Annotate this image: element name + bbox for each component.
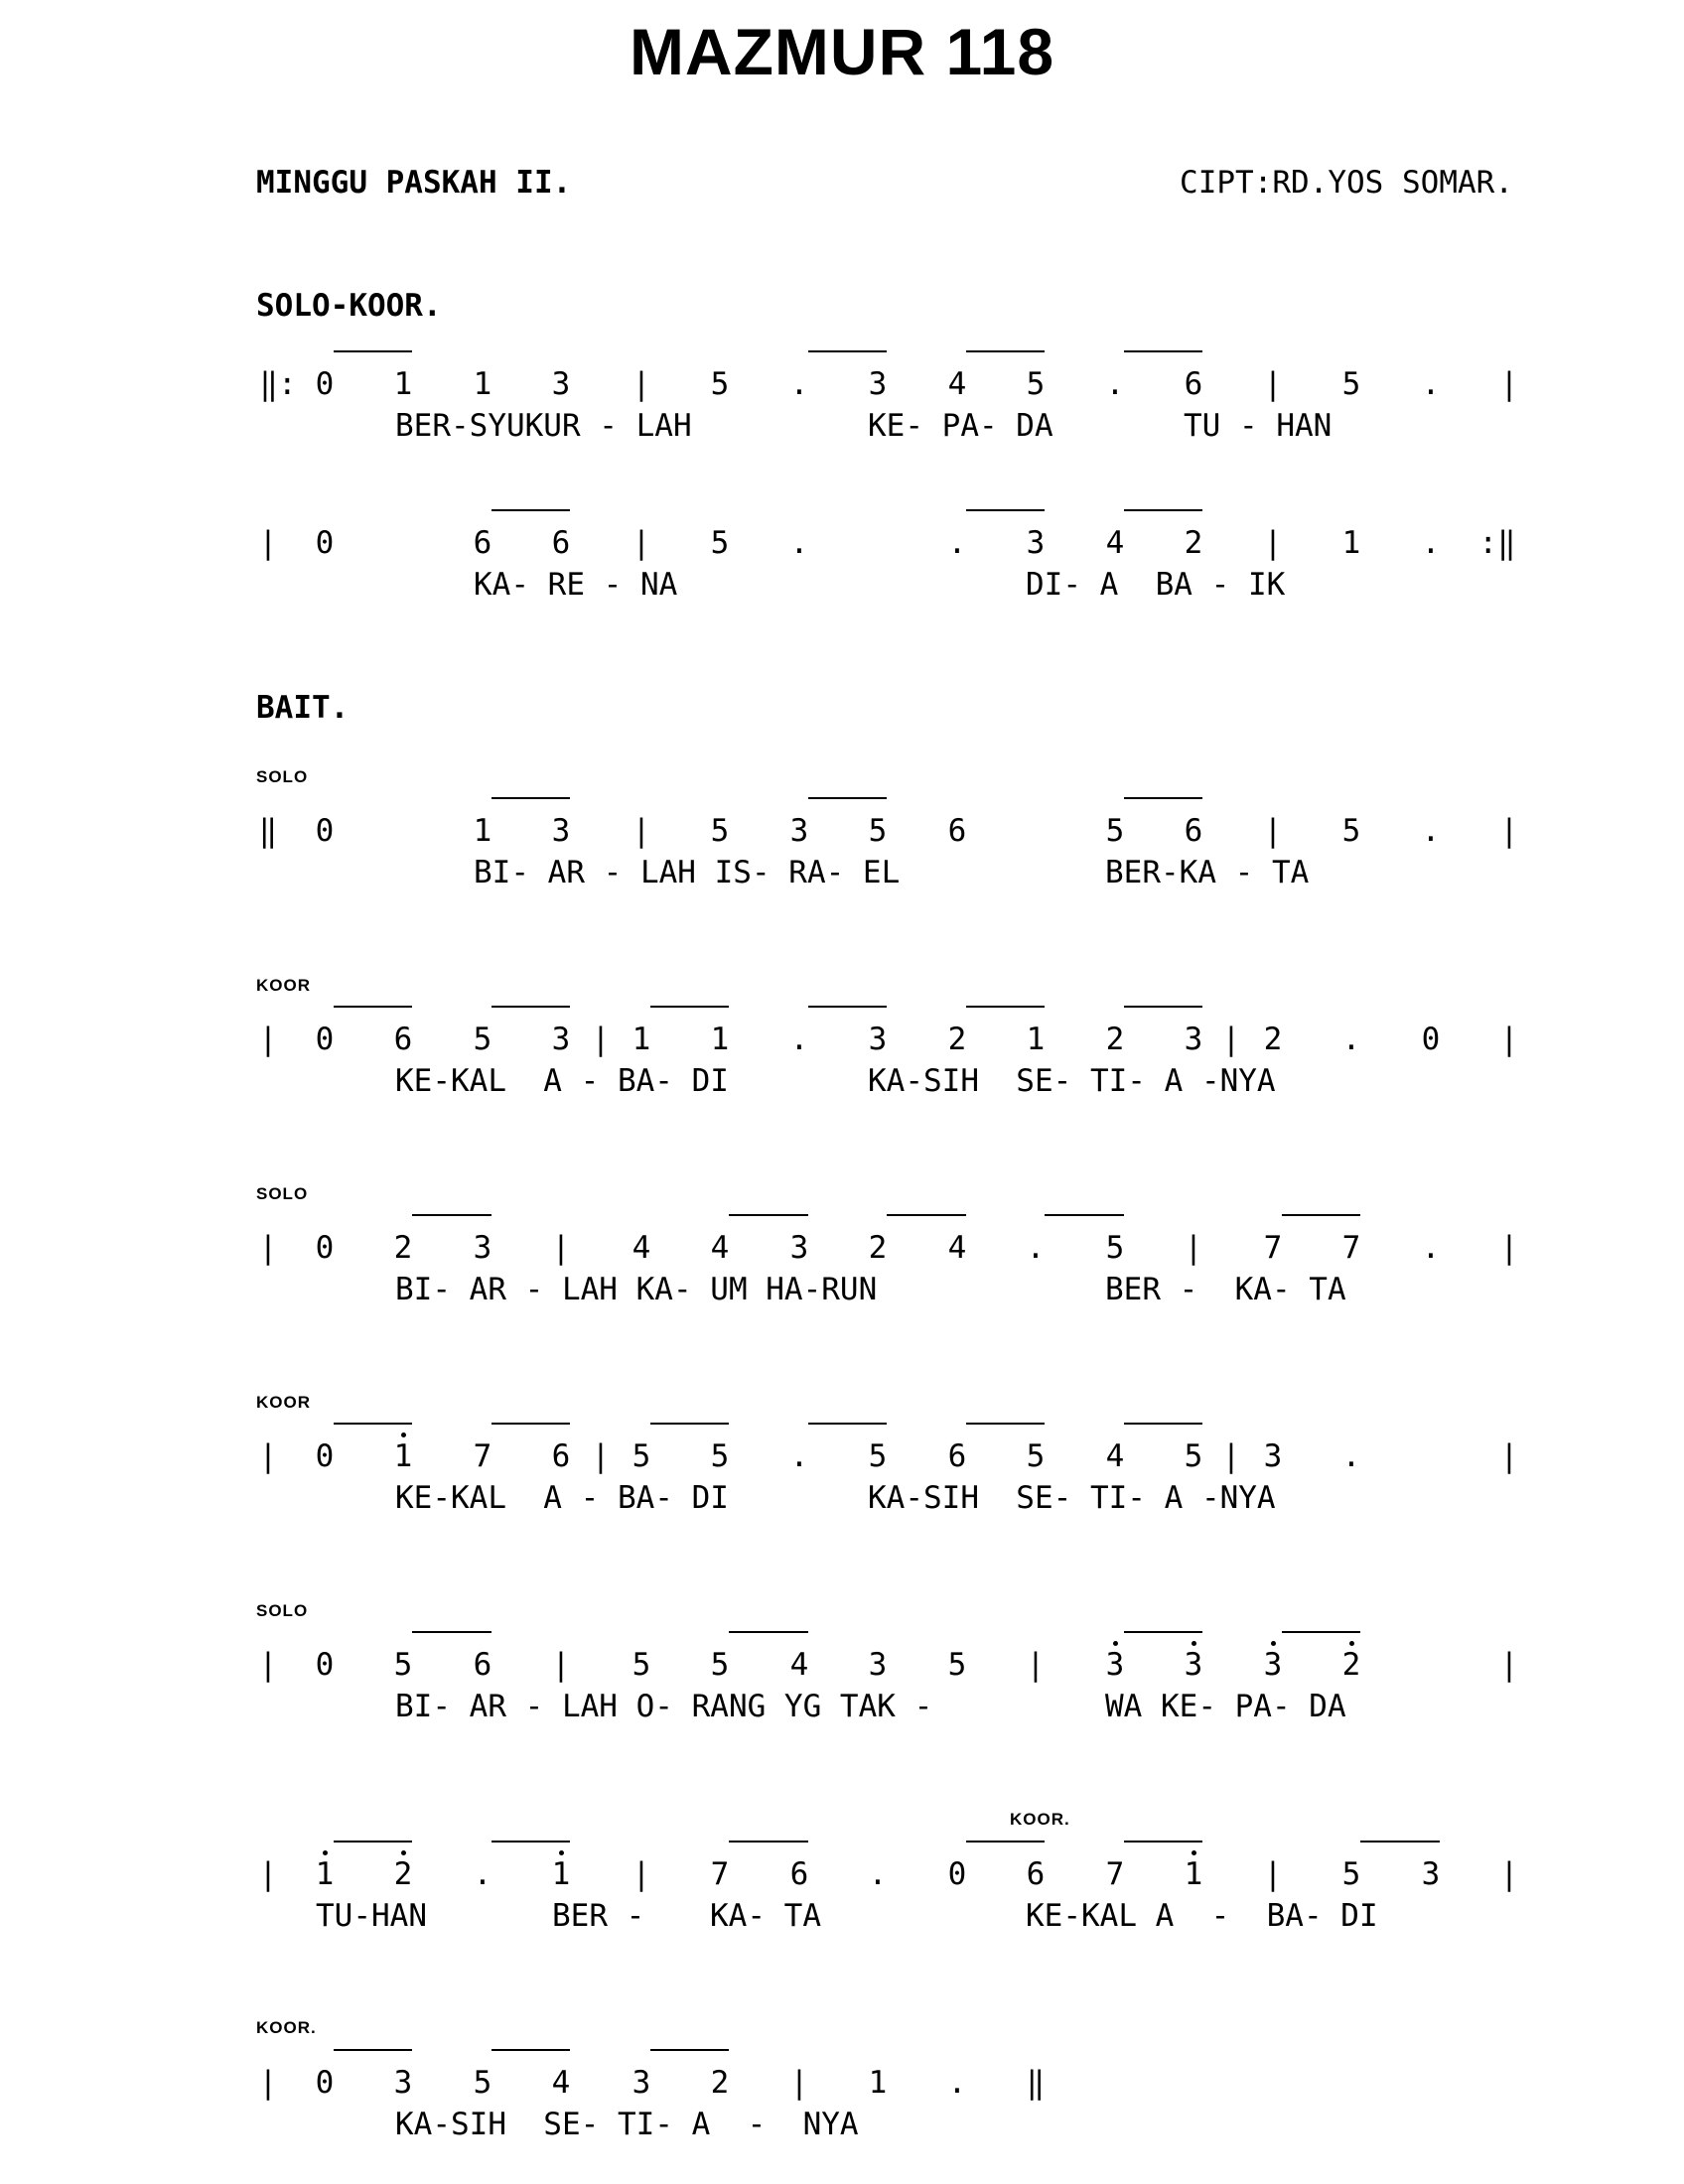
barline: |	[1221, 1438, 1241, 1474]
note: 1	[632, 1022, 651, 1057]
lyric-text: KA-SIH SE- TI- A -NYA	[868, 1063, 1276, 1099]
note: 5	[868, 1438, 888, 1474]
lyric-text: WA KE- PA- DA	[1105, 1689, 1346, 1724]
note: .	[1421, 813, 1441, 849]
note: 5	[473, 2065, 492, 2101]
barline: |	[1499, 1230, 1519, 1266]
lyric-text: TU - HAN	[1184, 408, 1333, 444]
lyric-text: BI- AR - LAH O- RANG YG TAK -	[395, 1689, 951, 1724]
lyric-text: BER - KA- TA	[1105, 1272, 1346, 1307]
lyric-text: KA- TA	[710, 1898, 821, 1934]
note: 1	[1184, 1856, 1203, 1892]
octave-dot	[1192, 1641, 1196, 1646]
voice-label: KOOR	[256, 976, 311, 995]
note: 7	[710, 1856, 730, 1892]
note: .	[789, 1022, 809, 1057]
note: 5	[710, 366, 730, 402]
note: 5	[1105, 1230, 1125, 1266]
lyric-text: KA- RE - NA	[474, 567, 678, 603]
note: 3	[632, 2065, 651, 2101]
note-beam	[808, 797, 887, 799]
octave-dot	[559, 1850, 564, 1855]
lyric-text: KA-SIH SE- TI- A -NYA	[868, 1480, 1276, 1516]
note-beam	[1360, 1841, 1440, 1843]
barline: |	[258, 1438, 278, 1474]
note: 4	[1105, 1438, 1125, 1474]
note: .	[789, 525, 809, 561]
note: 0	[315, 1230, 335, 1266]
barline: :‖	[1478, 525, 1516, 561]
note: 6	[473, 1647, 492, 1683]
note-beam	[887, 1214, 966, 1216]
note: 1	[473, 366, 492, 402]
barline: |	[1026, 1647, 1046, 1683]
barline: |	[591, 1438, 611, 1474]
note: 3	[393, 2065, 413, 2101]
note-beam	[491, 2049, 570, 2051]
note: 0	[315, 813, 335, 849]
barline: |	[1263, 525, 1283, 561]
note: 0	[315, 1022, 335, 1057]
note-beam	[1124, 1841, 1202, 1843]
note-beam	[334, 1841, 412, 1843]
lyric-text: KE- PA- DA	[868, 408, 1053, 444]
note: 0	[315, 2065, 335, 2101]
note: .	[947, 525, 967, 561]
note: 3	[868, 366, 888, 402]
note: 0	[315, 366, 335, 402]
note-beam	[966, 1006, 1045, 1008]
note: 7	[1341, 1230, 1361, 1266]
note: .	[868, 1856, 888, 1892]
note: 1	[1026, 1022, 1046, 1057]
note: 6	[393, 1022, 413, 1057]
octave-dot	[1349, 1641, 1354, 1646]
note: 2	[1341, 1647, 1361, 1683]
note-beam	[1124, 1006, 1202, 1008]
note: 1	[551, 1856, 571, 1892]
note: 6	[947, 1438, 967, 1474]
lyric-text: BI- AR - LAH IS- RA- EL	[474, 855, 901, 890]
note-beam	[1124, 1423, 1202, 1425]
note-beam	[808, 1423, 887, 1425]
note: 6	[1026, 1856, 1046, 1892]
note: 3	[789, 813, 809, 849]
note-beam	[412, 1214, 491, 1216]
barline: |	[258, 525, 278, 561]
note-beam	[808, 1006, 887, 1008]
note: 5	[473, 1022, 492, 1057]
occasion-label: MINGGU PASKAH II.	[256, 165, 572, 201]
voice-label: SOLO	[256, 1184, 309, 1203]
note: 2	[1105, 1022, 1125, 1057]
note: 5	[710, 1438, 730, 1474]
barline: |	[258, 1230, 278, 1266]
note: 6	[1184, 366, 1203, 402]
lyric-text: TU-HAN	[316, 1898, 427, 1934]
note-beam	[650, 1423, 729, 1425]
note: .	[1421, 525, 1441, 561]
note: 6	[551, 1438, 571, 1474]
note: 5	[632, 1647, 651, 1683]
note: 3	[1026, 525, 1046, 561]
barline: |	[632, 1856, 651, 1892]
note-beam	[412, 1631, 491, 1633]
note: 3	[1105, 1647, 1125, 1683]
note-beam	[650, 1006, 729, 1008]
lyric-text: BER -	[552, 1898, 663, 1934]
note: 5	[947, 1647, 967, 1683]
barline: |	[789, 2065, 809, 2101]
note: 5	[868, 813, 888, 849]
note: 3	[551, 813, 571, 849]
note-beam	[491, 797, 570, 799]
page-title: MAZMUR 118	[629, 15, 1055, 88]
note-beam	[729, 1841, 808, 1843]
note: 5	[632, 1438, 651, 1474]
note-beam	[966, 509, 1045, 511]
note: 4	[947, 366, 967, 402]
barline: |	[258, 1856, 278, 1892]
note: 1	[1341, 525, 1361, 561]
note: 2	[868, 1230, 888, 1266]
note-beam	[1124, 797, 1202, 799]
note: 2	[947, 1022, 967, 1057]
note: 0	[315, 1438, 335, 1474]
note: 7	[1263, 1230, 1283, 1266]
note: .	[1341, 1438, 1361, 1474]
note: 3	[1184, 1022, 1203, 1057]
note: .	[1421, 366, 1441, 402]
note: 5	[1026, 1438, 1046, 1474]
note-beam	[334, 350, 412, 352]
note: 5	[1341, 813, 1361, 849]
barline: |	[1499, 366, 1519, 402]
note-beam	[1124, 509, 1202, 511]
note-beam	[1282, 1214, 1360, 1216]
note: 3	[551, 366, 571, 402]
note: 4	[632, 1230, 651, 1266]
octave-dot	[1271, 1641, 1276, 1646]
lyric-text: KE-KAL A - BA- DI	[1026, 1898, 1378, 1934]
barline: |	[632, 813, 651, 849]
barline: |	[1499, 1647, 1519, 1683]
note: 6	[789, 1856, 809, 1892]
barline: |	[591, 1022, 611, 1057]
note: 1	[393, 366, 413, 402]
section-verse-heading: BAIT.	[256, 690, 350, 726]
note: 2	[393, 1230, 413, 1266]
note: 5	[1105, 813, 1125, 849]
note: 1	[393, 1438, 413, 1474]
note: 2	[1184, 525, 1203, 561]
barline: |	[1263, 1856, 1283, 1892]
note-beam	[334, 1006, 412, 1008]
note: 0	[947, 1856, 967, 1892]
note: 4	[551, 2065, 571, 2101]
barline: ‖	[258, 813, 278, 849]
octave-dot	[401, 1433, 406, 1437]
lyric-text: KE-KAL A - BA- DI	[395, 1063, 729, 1099]
note-beam	[491, 1841, 570, 1843]
note: 2	[1263, 1022, 1283, 1057]
note-beam	[491, 509, 570, 511]
note: 4	[1105, 525, 1125, 561]
note: 7	[1105, 1856, 1125, 1892]
note: 4	[789, 1647, 809, 1683]
note: 3	[551, 1022, 571, 1057]
note-beam	[966, 1841, 1045, 1843]
voice-label: KOOR.	[1010, 1810, 1070, 1829]
note-beam	[729, 1631, 808, 1633]
note: 3	[1421, 1856, 1441, 1892]
lyric-text: KA-SIH SE- TI- A - NYA	[395, 2107, 859, 2142]
note: 3	[868, 1647, 888, 1683]
note: 3	[473, 1230, 492, 1266]
note: .	[947, 2065, 967, 2101]
barline: |	[1263, 366, 1283, 402]
voice-label: SOLO	[256, 1601, 309, 1620]
barline: |	[1263, 813, 1283, 849]
lyric-text: DI- A BA - IK	[1026, 567, 1286, 603]
note: 3	[868, 1022, 888, 1057]
note-beam	[334, 1423, 412, 1425]
barline: |	[632, 366, 651, 402]
note-beam	[1124, 1631, 1202, 1633]
note: 0	[1421, 1022, 1441, 1057]
note: .	[1421, 1230, 1441, 1266]
barline: |	[1499, 813, 1519, 849]
barline: |	[551, 1230, 571, 1266]
lyric-text: KE-KAL A - BA- DI	[395, 1480, 729, 1516]
barline: |	[1499, 1856, 1519, 1892]
note: .	[1341, 1022, 1361, 1057]
octave-dot	[1113, 1641, 1118, 1646]
voice-label: KOOR	[256, 1393, 311, 1412]
note: 0	[315, 1647, 335, 1683]
note: .	[789, 1438, 809, 1474]
octave-dot	[401, 1850, 406, 1855]
note: 2	[393, 1856, 413, 1892]
octave-dot	[1192, 1850, 1196, 1855]
barline: ‖	[1026, 2065, 1046, 2101]
note: 1	[868, 2065, 888, 2101]
lyric-text: BI- AR - LAH KA- UM HA-RUN	[395, 1272, 878, 1307]
note: 5	[1184, 1438, 1203, 1474]
note: .	[1105, 366, 1125, 402]
note: .	[789, 366, 809, 402]
note-beam	[1045, 1214, 1124, 1216]
note: 5	[710, 525, 730, 561]
barline: |	[1499, 1438, 1519, 1474]
note-beam	[729, 1214, 808, 1216]
barline: |	[258, 1022, 278, 1057]
note: 4	[710, 1230, 730, 1266]
note: 4	[947, 1230, 967, 1266]
note: .	[473, 1856, 492, 1892]
note: 3	[1263, 1438, 1283, 1474]
note: 3	[789, 1230, 809, 1266]
note-beam	[491, 1006, 570, 1008]
voice-label: SOLO	[256, 767, 309, 786]
note: 5	[710, 1647, 730, 1683]
lyric-text: BER-SYUKUR - LAH	[395, 408, 692, 444]
note: 6	[473, 525, 492, 561]
note: 7	[473, 1438, 492, 1474]
barline: |	[258, 1647, 278, 1683]
barline: |	[258, 2065, 278, 2101]
note: 5	[1026, 366, 1046, 402]
note-beam	[966, 1423, 1045, 1425]
voice-label: KOOR.	[256, 2018, 317, 2037]
note-beam	[1282, 1631, 1360, 1633]
note: .	[1026, 1230, 1046, 1266]
section-refrain-heading: SOLO-KOOR.	[256, 288, 442, 324]
note: 3	[1263, 1647, 1283, 1683]
lyric-text: BER-KA - TA	[1105, 855, 1310, 890]
barline: |	[1499, 1022, 1519, 1057]
note-beam	[650, 2049, 729, 2051]
note-beam	[334, 2049, 412, 2051]
note: 6	[947, 813, 967, 849]
note: 5	[1341, 366, 1361, 402]
note-beam	[808, 350, 887, 352]
barline: ‖:	[259, 366, 297, 402]
octave-dot	[323, 1850, 328, 1855]
barline: |	[632, 525, 651, 561]
barline: |	[1221, 1022, 1241, 1057]
note-beam	[1124, 350, 1202, 352]
note-beam	[491, 1423, 570, 1425]
barline: |	[1184, 1230, 1203, 1266]
note: 6	[551, 525, 571, 561]
note: 3	[1184, 1647, 1203, 1683]
note: 5	[710, 813, 730, 849]
note-beam	[966, 350, 1045, 352]
note: 6	[1184, 813, 1203, 849]
note: 5	[393, 1647, 413, 1683]
composer-label: CIPT:RD.YOS SOMAR.	[1180, 165, 1513, 201]
note: 1	[473, 813, 492, 849]
note: 1	[710, 1022, 730, 1057]
note: 1	[315, 1856, 335, 1892]
note: 0	[315, 525, 335, 561]
barline: |	[551, 1647, 571, 1683]
note: 2	[710, 2065, 730, 2101]
note: 5	[1341, 1856, 1361, 1892]
